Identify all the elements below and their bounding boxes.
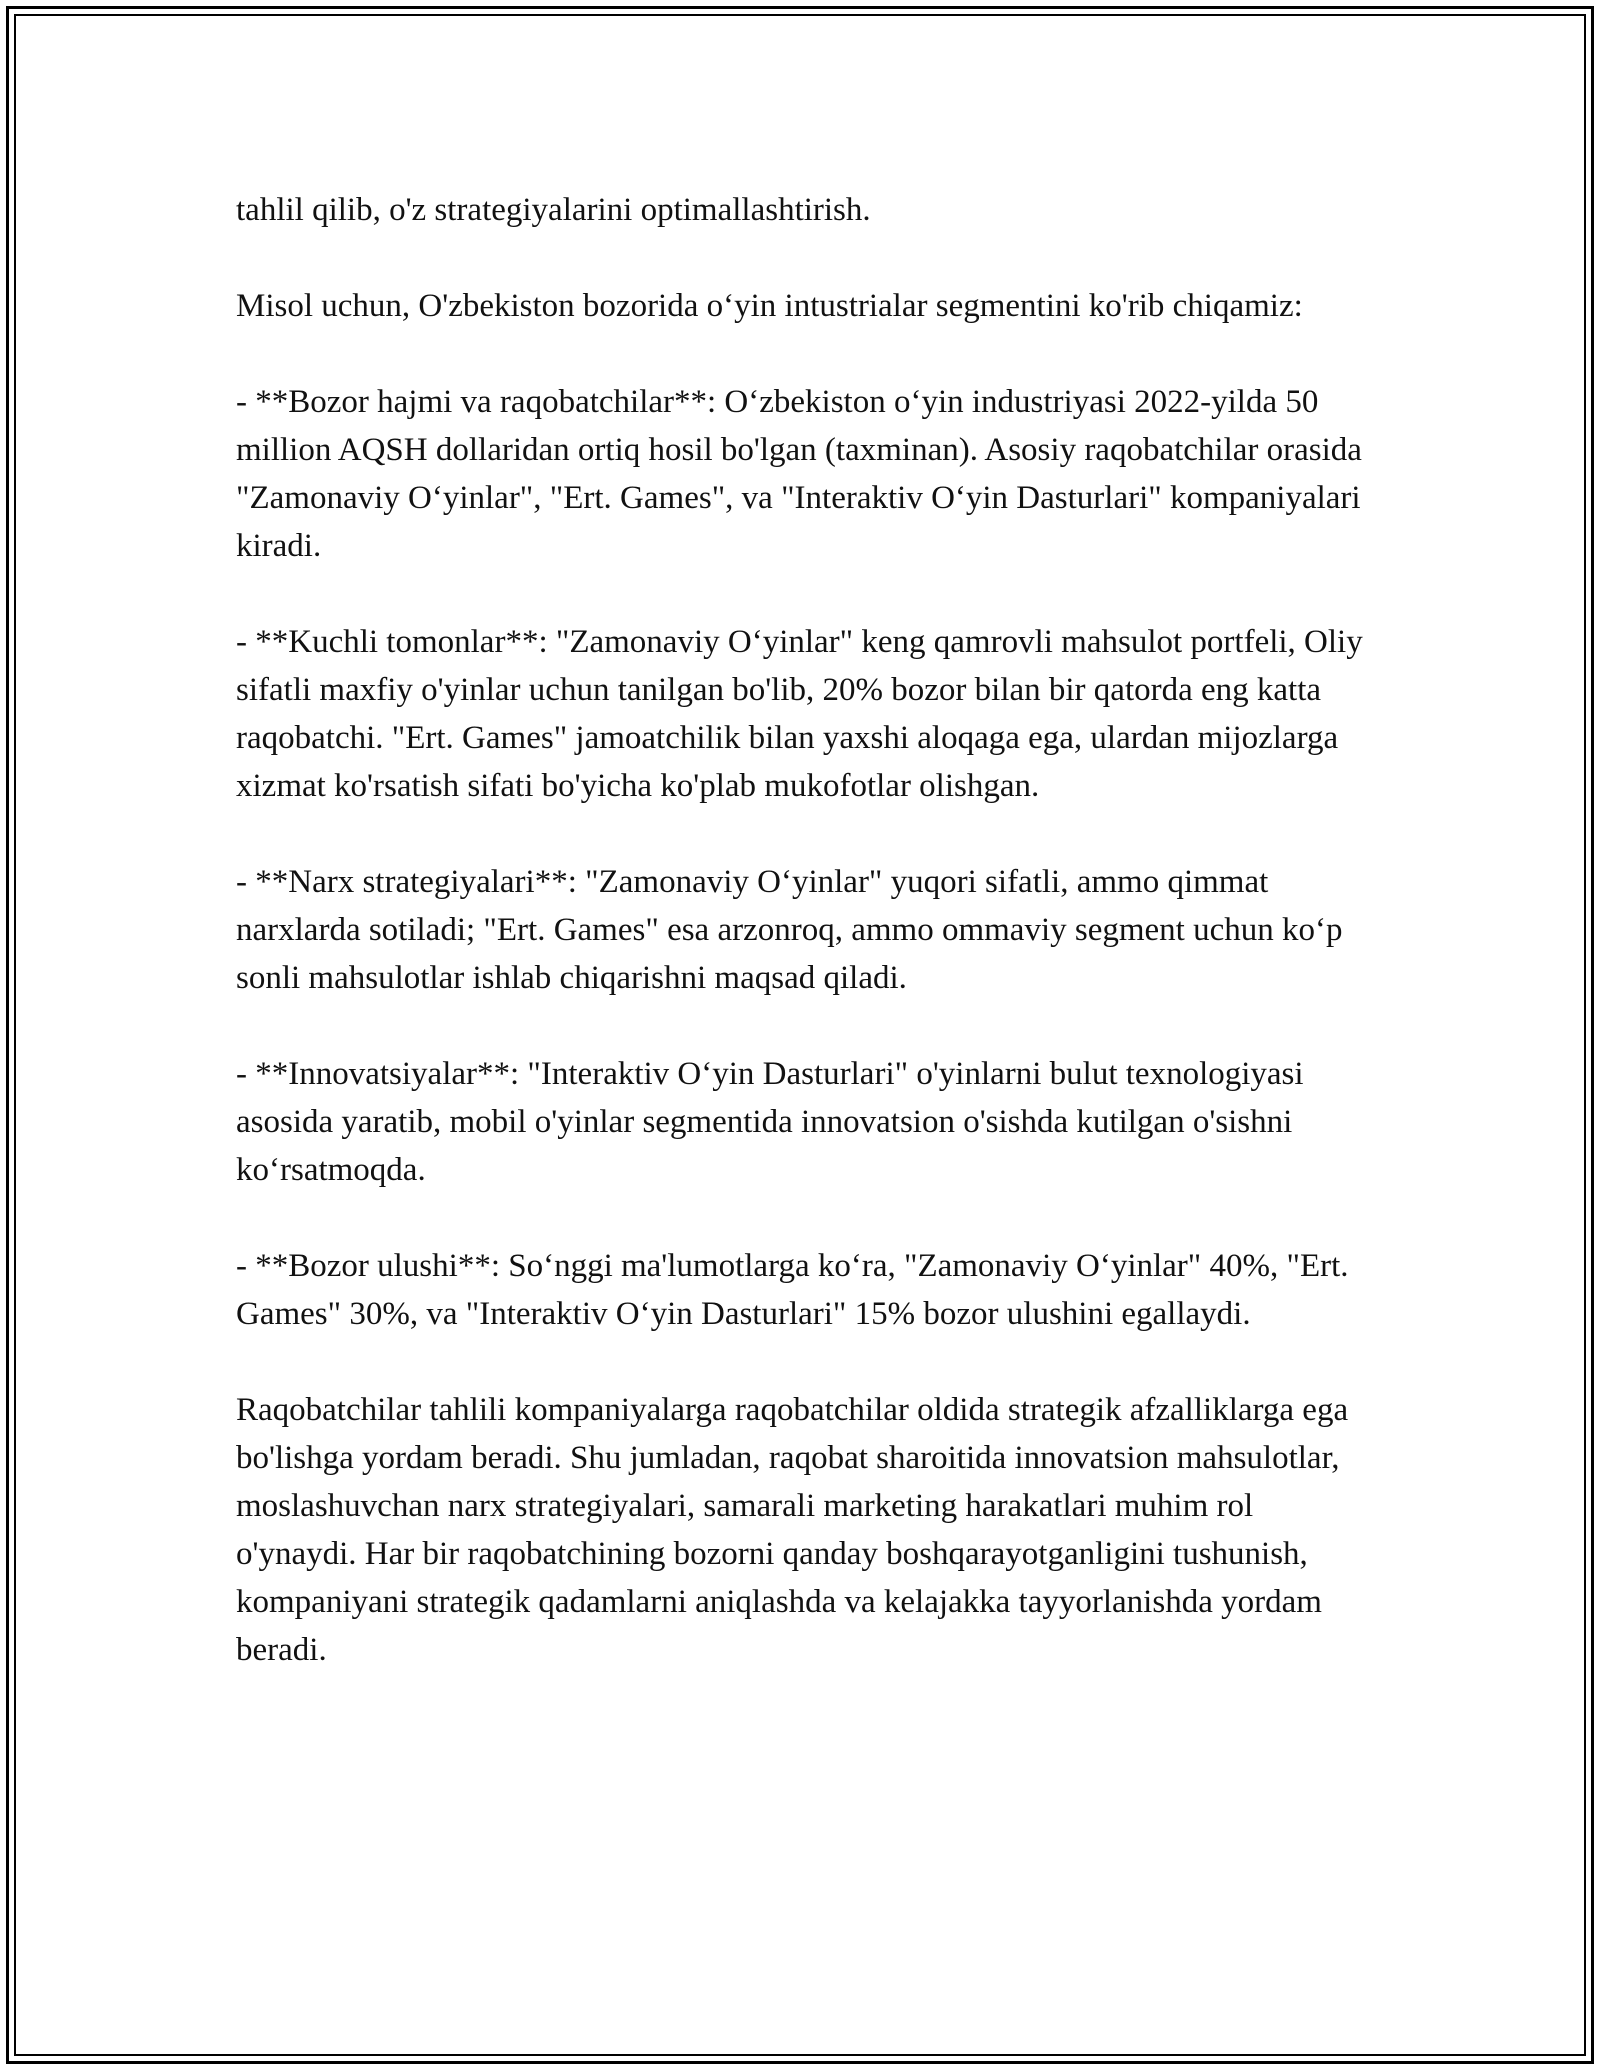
paragraph-pricing: - **Narx strategiyalari**: "Zamonaviy O‘yinlar" yuqori sifatli, ammo qimmat narxlarda sotiladi; "Ert. Games" esa arzonroq, ammo ommaviy segment uchun ko‘p sonli mahsulotlar ishlab chiqarishni maqsad qiladi. <box>236 864 1343 996</box>
paragraph-market-size: - **Bozor hajmi va raqobatchilar**: O‘zbekiston o‘yin industriyasi 2022-yilda 50 million AQSH dollaridan ortiq hosil bo'lgan (taxminan). Asosiy raqobatchilar orasida "Zamonaviy O‘yinlar", "Ert. Games", va "Interaktiv O‘yin Dasturlari" kompaniyalari kiradi. <box>236 384 1362 564</box>
paragraph-strengths: - **Kuchli tomonlar**: "Zamonaviy O‘yinlar" keng qamrovli mahsulot portfeli, Oliy sifatli maxfiy o'yinlar uchun tanilgan bo'lib, 20% bozor bilan bir qatorda eng katta raqobatchi. "Ert. Games" jamoatchilik bilan yaxshi aloqaga ega, ulardan mijozlarga xizmat ko'rsatish sifati bo'yicha ko'plab mukofotlar olishgan. <box>236 624 1363 804</box>
document-body <box>236 186 1376 1674</box>
paragraph-intro-continuation: tahlil qilib, o'z strategiyalarini optimallashtirish. <box>236 192 871 228</box>
paragraph-innovations: - **Innovatsiyalar**: "Interaktiv O‘yin Dasturlari" o'yinlarni bulut texnologiyasi asosida yaratib, mobil o'yinlar segmentida innovatsion o'sishda kutilgan o'sishni ko‘rsatmoqda. <box>236 1056 1304 1188</box>
paragraph-conclusion: Raqobatchilar tahlili kompaniyalarga raqobatchilar oldida strategik afzalliklarga ega bo'lishga yordam beradi. Shu jumladan, raqobat sharoitida innovatsion mahsulotlar, moslashuvchan narx strategiyalari, samarali marketing harakatlari muhim rol o'ynaydi. Har bir raqobatchining bozorni qanday boshqarayotganligini tushunish, kompaniyani strategik qadamlarni aniqlashda va kelajakka tayyorlanishda yordam beradi. <box>236 1392 1349 1668</box>
paragraph-example-intro: Misol uchun, O'zbekiston bozorida o‘yin intustrialar segmentini ko'rib chiqamiz: <box>236 288 1303 324</box>
paragraph-market-share: - **Bozor ulushi**: So‘nggi ma'lumotlarga ko‘ra, "Zamonaviy O‘yinlar" 40%, "Ert. Games" 30%, va "Interaktiv O‘yin Dasturlari" 15% bozor ulushini egallaydi. <box>236 1248 1349 1332</box>
